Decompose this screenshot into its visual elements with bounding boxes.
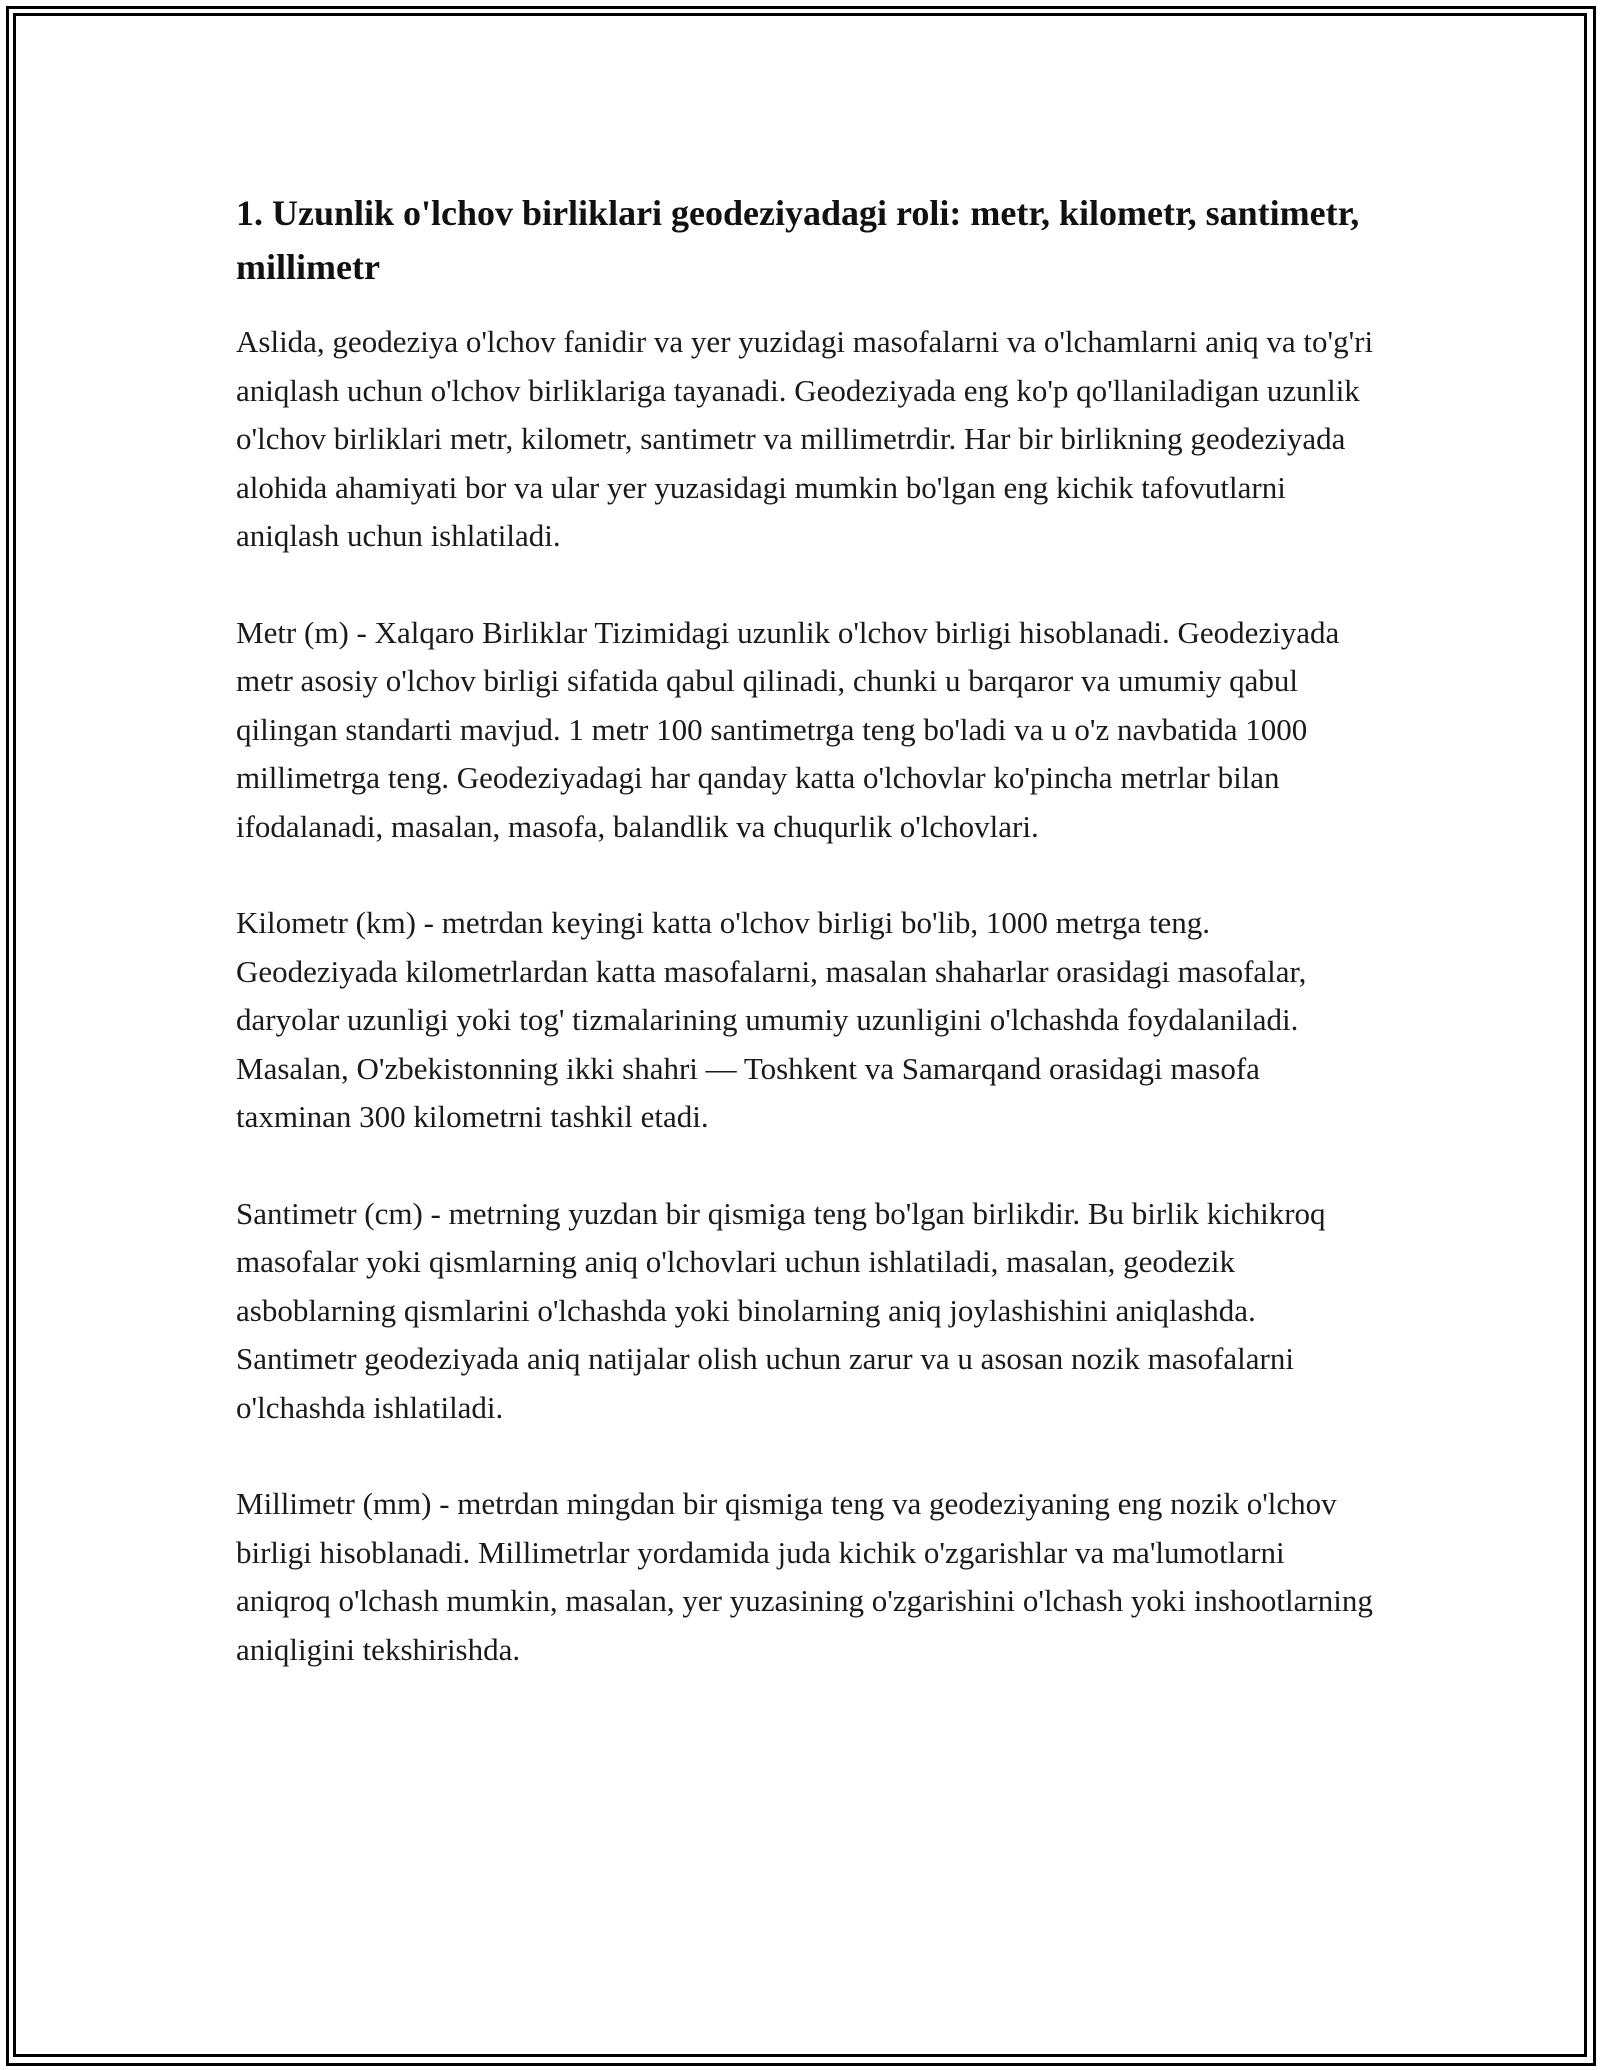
paragraph-kilometr: Kilometr (km) - metrdan keyingi katta o'lchov birligi bo'lib, 1000 metrga teng. Geodeziyada kilometrlardan katta masofalarni, masalan shaharlar orasidagi masofalar, daryolar uzunligi yoki tog' tizmalarining umumiy uzunligini o'lchashda foydalaniladi. Masalan, O'zbekistonning ikki shahri — Toshkent va Samarqand orasidagi masofa taxminan 300 kilometrni tashkil etadi. [236,905,1307,1134]
paragraph-metr: Metr (m) - Xalqaro Birliklar Tizimidagi uzunlik o'lchov birligi hisoblanadi. Geodeziyada metr asosiy o'lchov birligi sifatida qabul qilinadi, chunki u barqaror va umumiy qabul qilingan standarti mavjud. 1 metr 100 santimetrga teng bo'ladi va u o'z navbatida 1000 millimetrga teng. Geodeziyadagi har qanday katta o'lchovlar ko'pincha metrlar bilan ifodalanadi, masalan, masofa, balandlik va chuqurlik o'lchovlari. [236,614,1340,844]
paragraph-santimetr: Santimetr (cm) - metrning yuzdan bir qismiga teng bo'lgan birlikdir. Bu birlik kichikroq masofalar yoki qismlarning aniq o'lchovlari uchun ishlatiladi, masalan, geodezik asboblarning qismlarini o'lchashda yoki binolarning aniq joylashishini aniqlashda. Santimetr geodeziyada aniq natijalar olish uchun zarur va u asosan nozik masofalarni o'lchashda ishlatiladi. [236,1195,1326,1425]
paragraph-millimetr: Millimetr (mm) - metrdan mingdan bir qismiga teng va geodeziyaning eng nozik o'lchov birligi hisoblanadi. Millimetrlar yordamida juda kichik o'zgarishlar va ma'lumotlarni aniqroq o'lchash mumkin, masalan, yer yuzasining o'zgarishini o'lchash yoki inshootlarning aniqligini tekshirishda. [236,1486,1373,1667]
document-body [236,186,1376,1722]
paragraph-intro: Aslida, geodeziya o'lchov fanidir va yer yuzidagi masofalarni va o'lchamlarni aniq va to'g'ri aniqlash uchun o'lchov birliklariga tayanadi. Geodeziyada eng ko'p qo'llaniladigan uzunlik o'lchov birliklari metr, kilometr, santimetr va millimetrdir. Har bir birlikning geodeziyada alohida ahamiyati bor va ular yer yuzasidagi mumkin bo'lgan eng kichik tafovutlarni aniqlash uchun ishlatiladi. [236,324,1374,553]
section-heading: 1. Uzunlik o'lchov birliklari geodeziyadagi roli: metr, kilometr, santimetr, millimetr [236,193,1360,287]
